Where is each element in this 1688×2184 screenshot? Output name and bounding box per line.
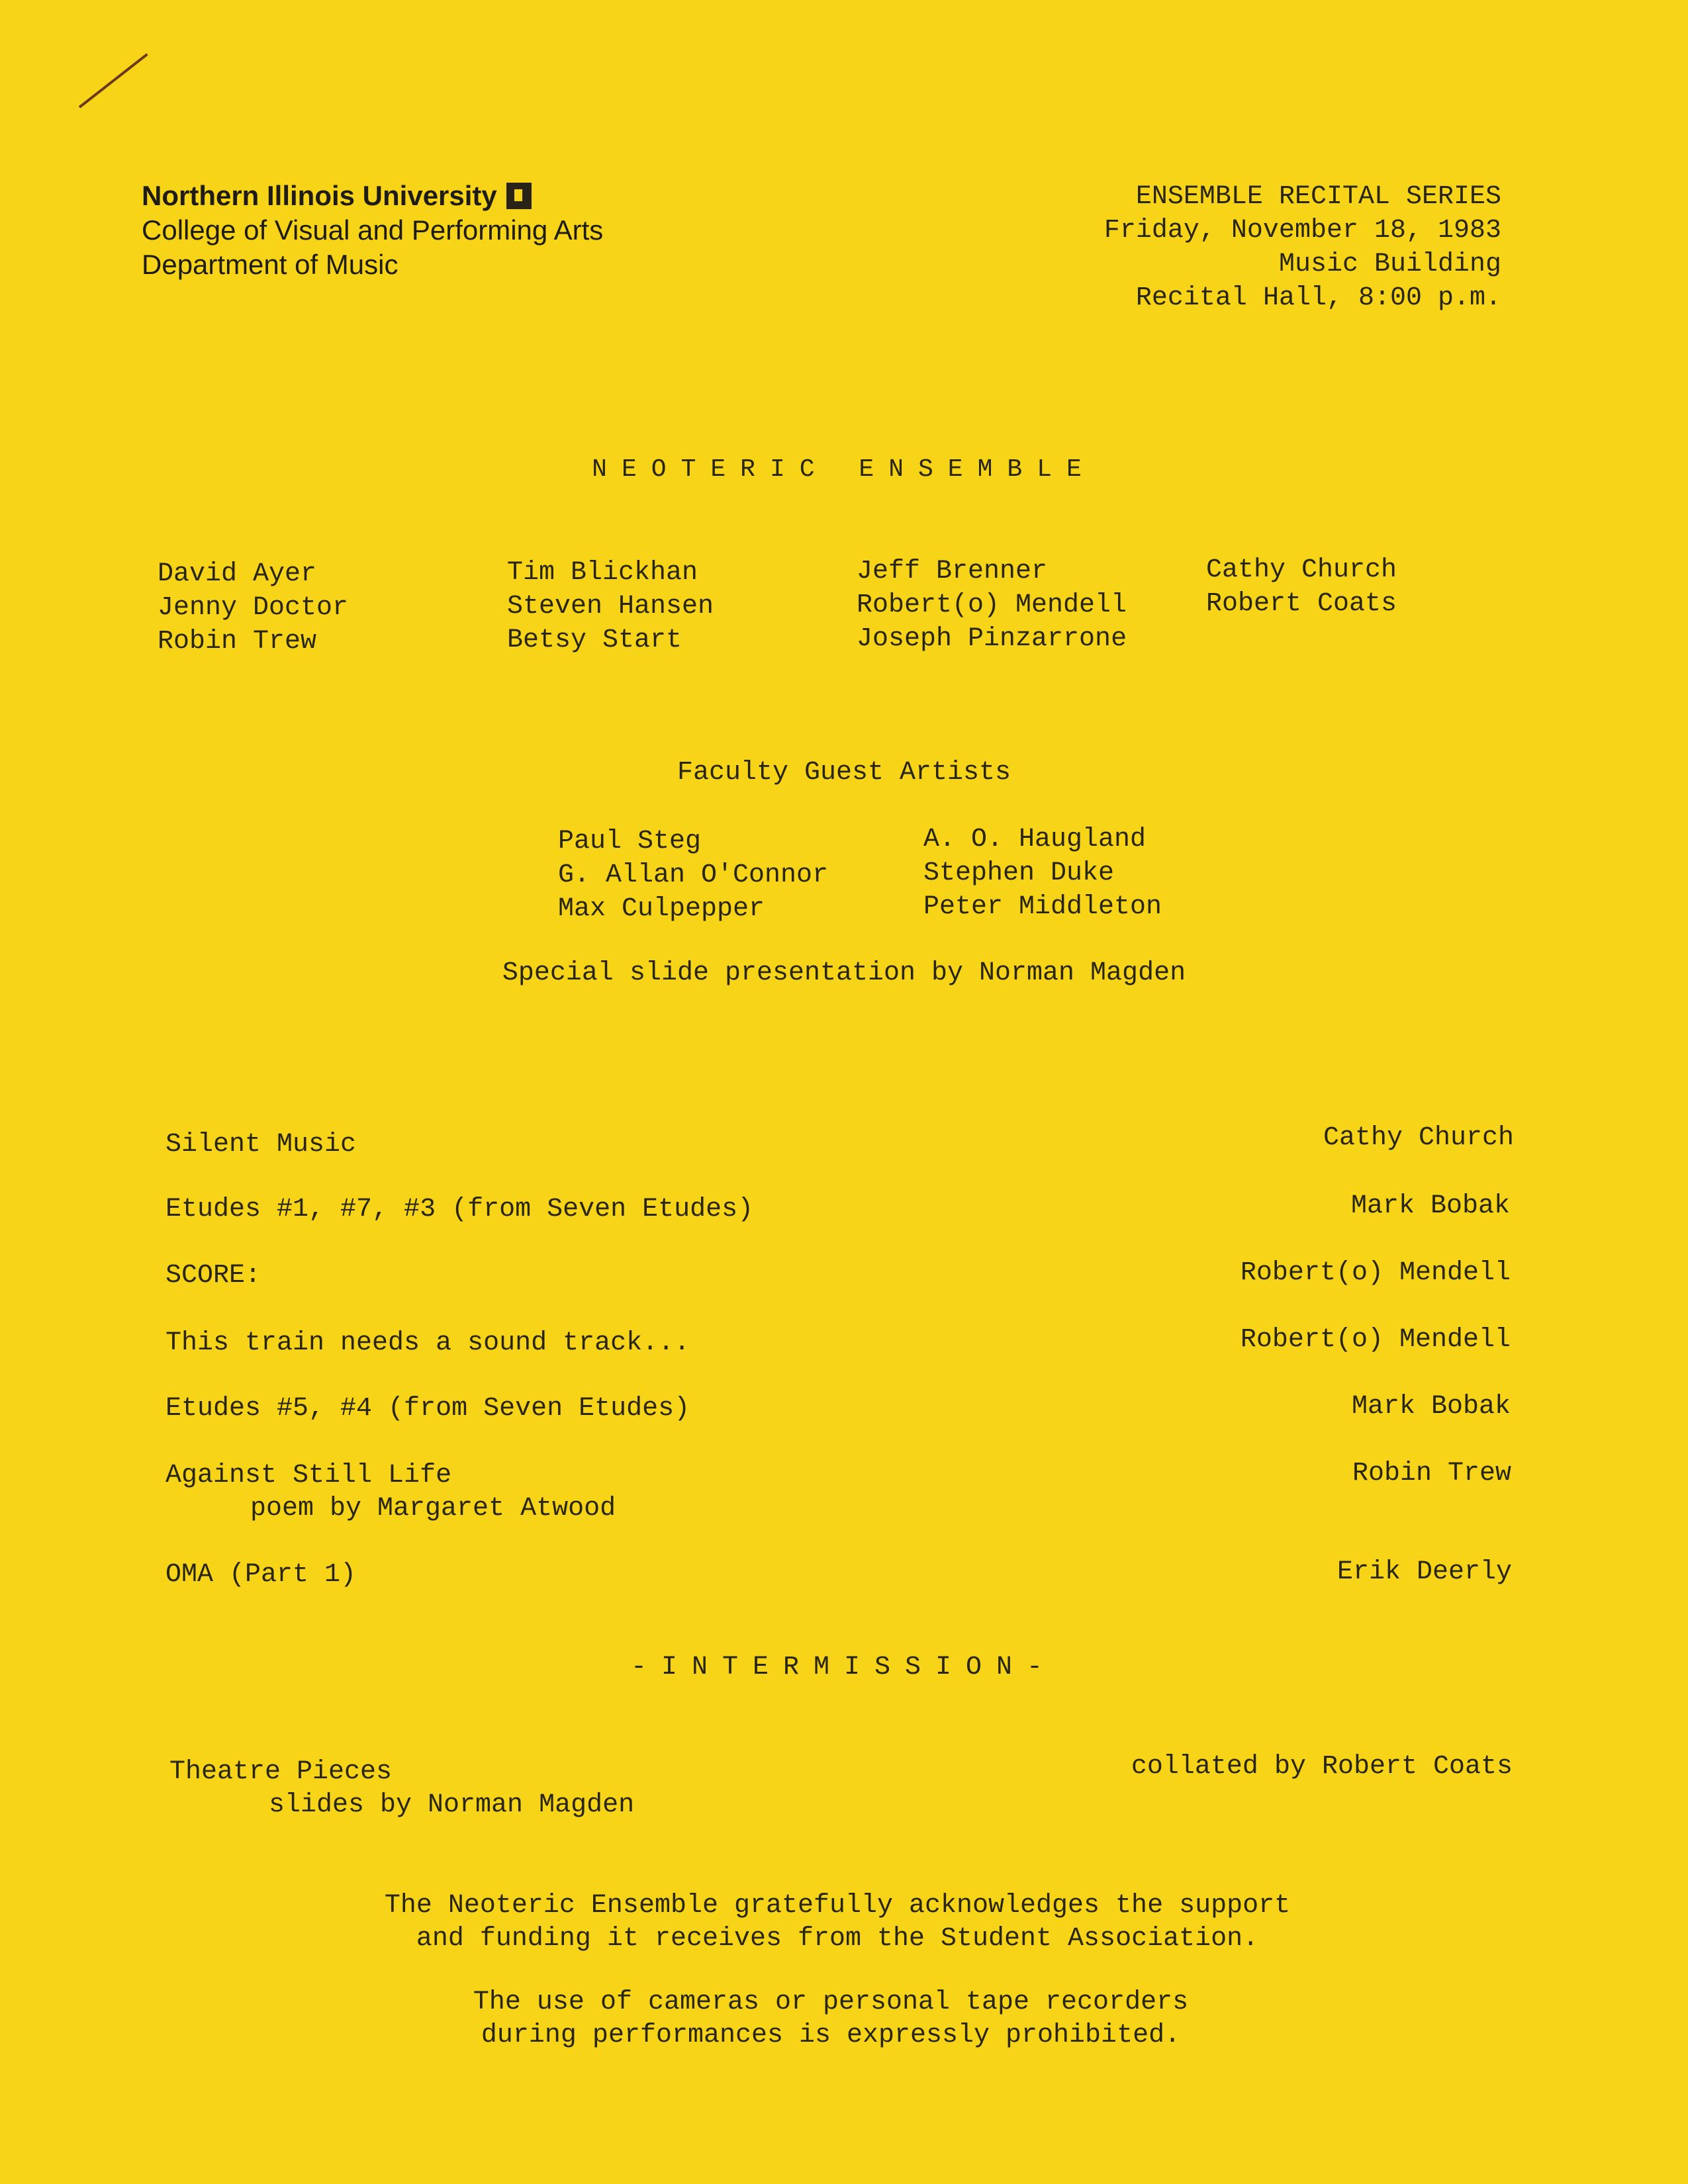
series-building: Music Building bbox=[1278, 250, 1501, 279]
pen-mark bbox=[79, 53, 148, 108]
member: Robert(o) Mendell bbox=[857, 590, 1127, 620]
notice-line: during performances is expressly prohibited. bbox=[481, 2021, 1181, 2050]
niu-logo-icon bbox=[506, 183, 532, 209]
university-name: Northern Illinois University bbox=[142, 180, 497, 211]
member: Jenny Doctor bbox=[158, 593, 349, 623]
piece-composer: Mark Bobak bbox=[1350, 1191, 1510, 1221]
members-column-2 bbox=[507, 556, 714, 657]
acknowledgement bbox=[0, 1889, 1681, 1956]
piece-composer: collated by Robert Coats bbox=[1131, 1752, 1513, 1782]
piece-title: Silent Music bbox=[165, 1130, 357, 1160]
members-column-3 bbox=[857, 555, 1127, 656]
member: Robert Coats bbox=[1206, 589, 1397, 619]
piece-title: Against Still Life bbox=[165, 1461, 452, 1490]
member: David Ayer bbox=[158, 559, 317, 589]
member: Joseph Pinzarrone bbox=[857, 624, 1127, 654]
members-column-4 bbox=[1206, 553, 1397, 621]
piece-title: Etudes #1, #7, #3 (from Seven Etudes) bbox=[165, 1195, 754, 1224]
piece-subtitle: slides by Norman Magden bbox=[269, 1790, 635, 1820]
university-line bbox=[142, 179, 603, 213]
piece-title: Etudes #5, #4 (from Seven Etudes) bbox=[165, 1394, 690, 1424]
piece-composer: Robert(o) Mendell bbox=[1240, 1325, 1511, 1355]
member: Jeff Brenner bbox=[857, 557, 1048, 586]
piece-subtitle: poem by Margaret Atwood bbox=[250, 1494, 616, 1524]
college-name: College of Visual and Performing Arts bbox=[142, 214, 604, 246]
guests-column-1 bbox=[558, 825, 828, 926]
member: Cathy Church bbox=[1206, 555, 1397, 585]
piece-title: SCORE: bbox=[165, 1261, 261, 1291]
intermission: -INTERMISSION- bbox=[630, 1653, 1058, 1682]
ack-line: and funding it receives from the Student Association. bbox=[416, 1924, 1259, 1954]
piece-composer: Robin Trew bbox=[1352, 1459, 1511, 1488]
recording-notice bbox=[0, 1986, 1675, 2052]
series-name: ENSEMBLE RECITAL SERIES bbox=[1135, 182, 1501, 212]
piece-composer: Mark Bobak bbox=[1351, 1392, 1511, 1422]
slide-note: Special slide presentation by Norman Magden bbox=[502, 958, 1186, 988]
member: Betsy Start bbox=[507, 625, 682, 655]
guest-artist: A. O. Haugland bbox=[923, 825, 1147, 854]
ensemble-title: NEOTERIC ENSEMBLE bbox=[592, 455, 1096, 484]
piece-title: This train needs a sound track... bbox=[165, 1328, 690, 1358]
series-hall-time: Recital Hall, 8:00 p.m. bbox=[1135, 283, 1501, 313]
ack-line: The Neoteric Ensemble gratefully acknowledges the support bbox=[384, 1891, 1291, 1921]
guests-title: Faculty Guest Artists bbox=[677, 758, 1011, 788]
member: Steven Hansen bbox=[507, 592, 714, 621]
guest-artist: Stephen Duke bbox=[923, 858, 1115, 888]
series-info bbox=[906, 180, 1501, 315]
piece-composer: Erik Deerly bbox=[1336, 1557, 1512, 1587]
guest-artist: Peter Middleton bbox=[923, 892, 1162, 922]
department-name: Department of Music bbox=[142, 249, 399, 280]
guest-artist: G. Allan O'Connor bbox=[558, 860, 829, 890]
institution-header bbox=[142, 179, 603, 282]
guests-column-2 bbox=[923, 823, 1162, 924]
guest-artist: Paul Steg bbox=[558, 827, 702, 856]
guest-artist: Max Culpepper bbox=[558, 894, 765, 924]
series-date: Friday, November 18, 1983 bbox=[1103, 216, 1501, 246]
members-column-1 bbox=[158, 557, 348, 659]
piece-composer: Robert(o) Mendell bbox=[1240, 1258, 1511, 1288]
piece-composer: Cathy Church bbox=[1323, 1123, 1514, 1153]
piece-title: Theatre Pieces bbox=[169, 1757, 393, 1787]
member: Robin Trew bbox=[158, 627, 317, 657]
member: Tim Blickhan bbox=[507, 558, 698, 588]
notice-line: The use of cameras or personal tape recorders bbox=[473, 1987, 1189, 2017]
piece-title: OMA (Part 1) bbox=[165, 1560, 357, 1590]
